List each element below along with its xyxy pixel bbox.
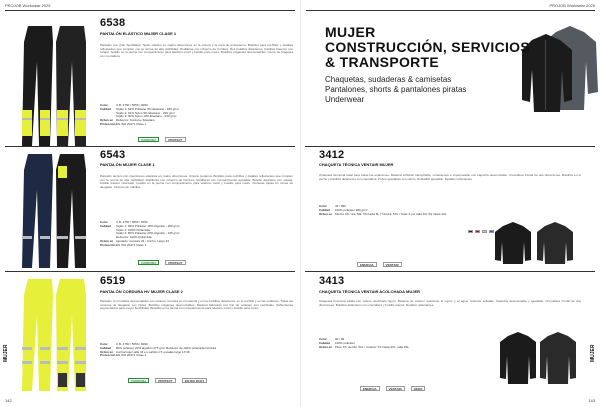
product-number: 6519 <box>100 275 126 287</box>
certification-logos <box>128 378 207 383</box>
page-number: 142 <box>5 398 12 403</box>
certification-logos <box>138 137 186 142</box>
energia-logo: ENERGIA <box>357 262 377 267</box>
top-rule <box>5 10 295 11</box>
running-head-left: PROJOB Workwear 2025 <box>5 3 51 8</box>
spec-row: Color 42 / 090 <box>319 204 346 208</box>
protect-logo: PROTECT <box>165 260 185 265</box>
section-rule <box>5 271 295 272</box>
subhead-line: Chaquetas, sudaderas & camisetas <box>325 75 452 84</box>
swatch <box>482 230 487 233</box>
heading-line: CONSTRUCCIÓN, SERVICIOS <box>325 39 530 55</box>
product-title: PANTALÓN CORDURA HV MUJER CLASE 2 <box>100 289 183 294</box>
product-description: Pantalón con bolsillos desmontables con refuerzo Cordura en el material y en los bolsillos delanteros, en el cuchillo y en las rodilleras. Todas las costuras de desgaste son triples. Bolsillos colgantes desmontables. Material fabricado con hilo de poliéster con certificado. Reflectantes segmentados para mayor flexibilidad. Bolsillos en la pierna con compartimento para teléfono móvil y bolsillo para metro. <box>100 299 293 311</box>
cordura-logo: CORDURA <box>128 378 149 383</box>
page-number: 143 <box>588 398 595 403</box>
subhead-line: Pantalones, shorts & pantalones piratas <box>325 85 467 94</box>
certification-logos <box>138 260 186 265</box>
jacket-3413-image <box>498 330 584 386</box>
spec-row: Calidad Tejido 1: 82% Poliéster 18% Algodón - 260 g/m² <box>100 223 180 228</box>
product-description: Chaqueta funcional cálida con relleno acolchado ligero. Material de exterior resistente al viento y al agua, costuras selladas. Capucha desmontable y ajustable. Cremallera frontal de dos direcciones. Bolsillos delanteros con cremallera y bolsillo interior. Detalles reflectantes. <box>319 299 581 307</box>
trousers-6543-image <box>22 152 88 272</box>
product-title: CHAQUETA TÉCNICA VENTAIR ACOLCHADA MUJER <box>319 289 421 294</box>
product-title: CHAQUETA TÉCNICA VENTAIR MUJER <box>319 162 394 167</box>
spec-row: Refuerzo: 100% Poliamida <box>116 235 152 240</box>
spec-row: Orden en Mucho XS / a/s. Ma: XS hasta 5L / Cintura: 5XL / Total: 6 por talla 32x XS hasta 4XL <box>319 211 447 216</box>
spec-row: Color C.B. 4750 / 5056 / 9090 <box>100 342 148 346</box>
en-iso-logo: EN ISO 20471 <box>182 378 207 383</box>
protect-logo: PROTECT <box>155 378 175 383</box>
jacket-3412-image <box>493 220 583 266</box>
product-specs <box>100 221 293 248</box>
heading-line: & TRANSPORTE <box>325 54 440 70</box>
trousers-6519-image <box>22 277 88 395</box>
product-specs <box>100 343 293 358</box>
side-label: MUJER <box>590 344 596 362</box>
oeko-logo: OEKO <box>411 386 426 391</box>
spec-row: Orden en Ploto XS, de Mu: 5XL / Cintura: XS hasta 4XL, talla 3XL <box>319 344 410 349</box>
product-specs <box>100 104 293 127</box>
swatch <box>468 230 473 233</box>
product-title: PANTALÓN ELÁSTICO MUJER CLASE 1 <box>100 31 177 36</box>
top-rule <box>306 10 595 11</box>
spec-row: Tejido 3: 90% Nylon 10% Elastano - 240 g/m² <box>116 114 177 119</box>
product-specs <box>319 205 581 216</box>
heading-line: MUJER <box>325 24 376 40</box>
spec-row: Tejido 3: 80% Poliéster 20% Algodón - 245 g/m² <box>116 231 180 236</box>
product-number: 3413 <box>319 275 345 287</box>
product-number: 6543 <box>100 149 126 161</box>
spec-row: Orden en Ancho/mujer talle 34 en surtido CT: escalas largo 17/18 <box>100 349 190 354</box>
subhead-line: Underwear <box>325 95 365 104</box>
certification-logos <box>360 386 425 391</box>
running-head-right: PROJOB Workwear 2025 <box>549 3 595 8</box>
product-description: Chaqueta funcional ideal para todas las estaciones. Material softshell transpirable, cortavientos e impermeable con capucha desmontable. Cremallera frontal de dos direcciones. Bolsillos en el pecho y bolsillos delanteros con cremallera. Puños ajustables con velcro. Dobladillo ajustable. Detalles reflectantes. <box>319 173 581 181</box>
swatch <box>489 230 494 233</box>
swatch <box>475 230 480 233</box>
protect-logo: PROTECT <box>165 137 185 142</box>
trousers-6538-image <box>22 22 88 150</box>
cordura-logo: CORDURA <box>138 137 159 142</box>
section-rule <box>5 146 295 147</box>
spec-row: Color C.B. 4750 / 5056 / 9090 <box>100 220 148 224</box>
certification-logos <box>357 262 402 267</box>
trouser-front <box>22 26 53 146</box>
hero-jackets-image <box>526 22 598 114</box>
product-number: 3412 <box>319 149 345 161</box>
spec-row: Orden en Ajustado: Cordura 34 - Ancho: Largo 34 <box>100 238 169 243</box>
spec-row: Color C.B. 4750 / 5056 / 9090 <box>100 103 148 107</box>
ventair-logo: VENTAIR <box>383 262 402 267</box>
spec-row: Calidad Tejido 1: 92% Poliéster 8% Elastano - 185 g/m² <box>100 106 179 111</box>
spec-row: Calidad 100% poliéster <box>319 340 355 345</box>
spec-row: Orden en Refuerzo: Cordura / Elastano <box>100 118 155 123</box>
color-swatches <box>468 230 494 233</box>
spec-row: Calidad 80% poliéster 20% algodón 275 g/m² Refuerzo de 100% poliamida Cordura <box>100 345 217 350</box>
cordura-logo: CORDURA <box>138 260 159 265</box>
section-rule <box>305 146 595 147</box>
spec-row: Calidad 100% poliéster 280 g/m² <box>319 207 368 212</box>
product-description: Pantalón con gran flexibilidad. Tejido elástico en cuatro direcciones en la cintura y la zona de entrepierna. Bolsillos para cuchillos y detalles reflectantes que cumplen con la norma de alta visibilidad. Rodilleras con refuerzo de Cordura. Dos bolsillos delanteros, bolsillos traseros con solapa, bolsillo en la pierna con compartimento para teléfono móvil y bolsillo para metro. Bolsillos colgantes desmontables. Cierre de bragueta con cremallera. <box>100 43 293 58</box>
product-title: PANTALÓN MUJER CLASE 1 <box>100 162 155 167</box>
spec-row: ProtecciónEN ISO 20471 Clase 1 <box>100 242 147 247</box>
spec-row: ProtecciónEN ISO 20471 Clase 2 <box>100 353 147 358</box>
spec-row: Color 90 / 99 <box>319 337 345 341</box>
section-subheading <box>325 75 466 105</box>
spec-row: ProtecciónEN ISO 20471 Clase 1 <box>100 121 147 126</box>
spec-row: Tejido 2: 91% Nylon 9% Elastano - 240 g/m² <box>116 110 175 115</box>
spec-row: Tejido 2: 100% Poliamida <box>116 227 150 232</box>
section-rule <box>305 271 595 272</box>
energia-logo: ENERGIA <box>360 386 380 391</box>
product-description: Pantalón técnico con inserciones elásticas en cuatro direcciones. Cintura moderna. Bolsillos para cuchillos y detalles reflectantes que cumplen con la norma de alta visibilidad. Rodilleras con refuerzo de Cordura. Rodilleras con compartimento ajustable. Bolsillo delantero con solapa, bolsillo trasero reforzado, bolsillo en la pierna con compartimento para teléfono móvil y bolsillo para metro. Costuras triples en zonas de desgaste. Cintura con trabillas. <box>100 174 293 189</box>
section-heading <box>325 25 530 70</box>
product-number: 6538 <box>100 17 126 29</box>
side-label: MUJER <box>3 344 9 362</box>
ventair-logo: VENTAIR <box>386 386 405 391</box>
